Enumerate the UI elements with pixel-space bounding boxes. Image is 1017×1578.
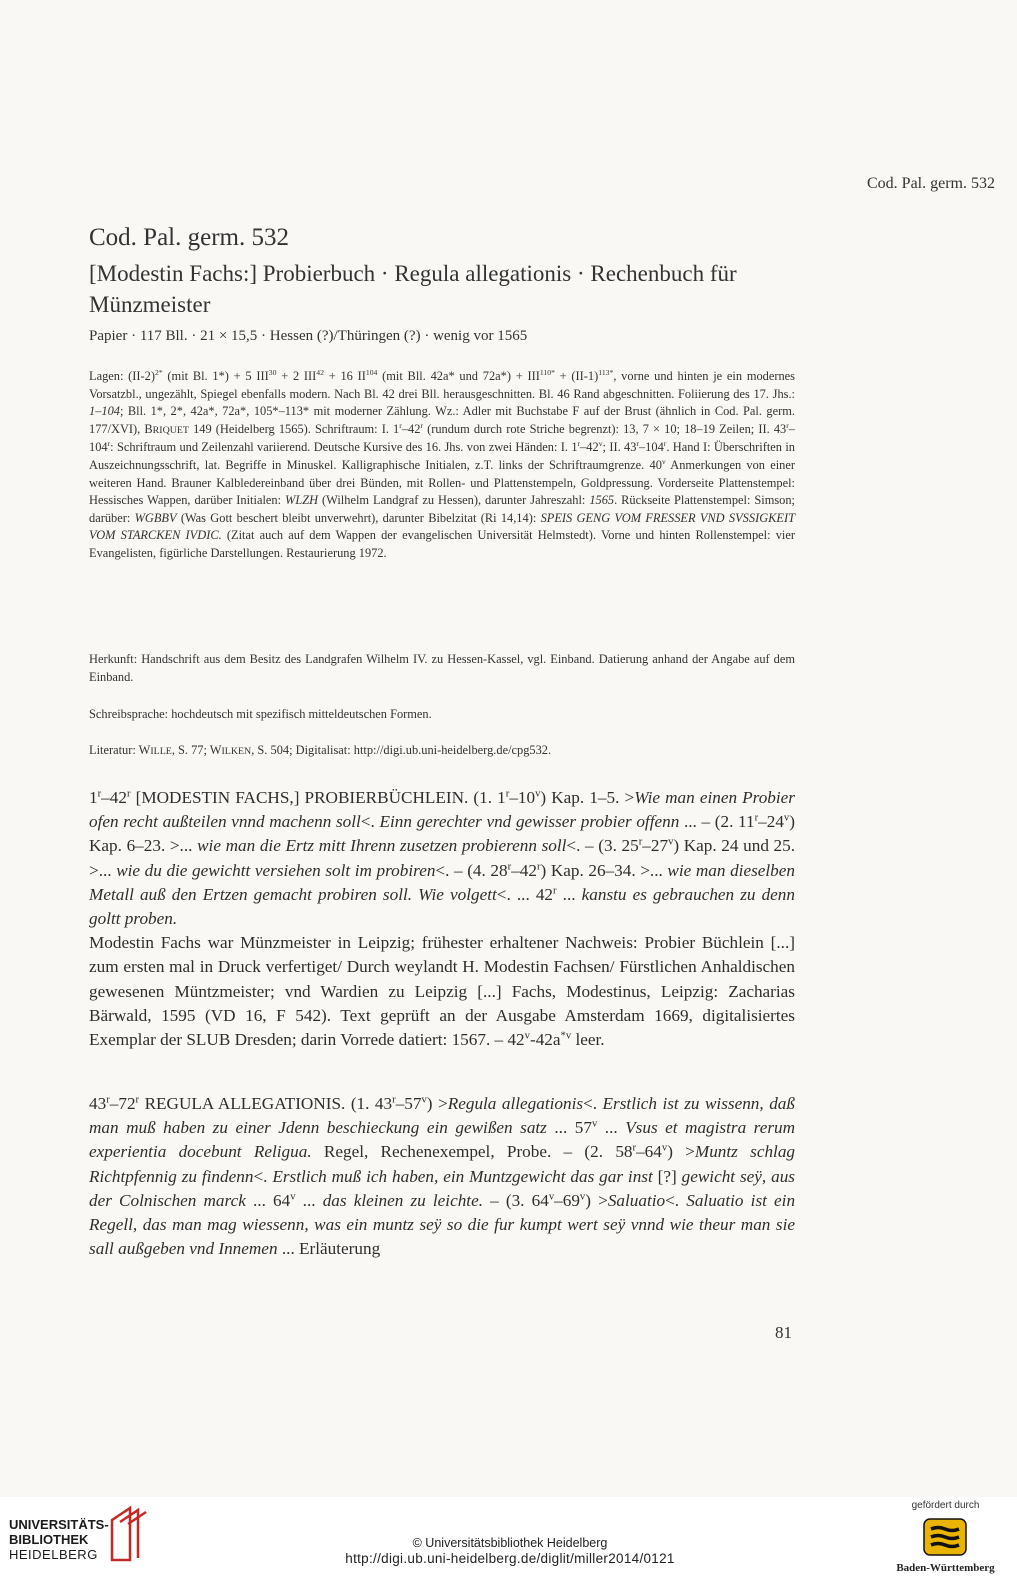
content-section-regula-allegationis: 43$^r$–72$^r$ REGULA ALLEGATIONIS. (1. $43^r-57^v$) >Regula allegationis<. Erstlich ist zu wissenn, daß man muß haben zu einer Jdenn beschieckung ein gewißen satz ... 57$^v$ ... Vsus et magistra rerum experientia docebunt Religua. Regel, Rechenexempel, Probe. – (2. $58^r-64^v$) >Muntz schlag Richtpfennig zu findenn<. Erstlich muß ich haben, ein Muntzgewicht das gar inst [?] gewicht seÿ, aus der Colnischen marck ... 64$^v$ ... das kleinen zu leichte. – (3. $64^v-69^v$) >Saluatio<. Saluatio ist ein Regell, das man mag wiessenn, was ein muntz seÿ so die fur kumpt wert seÿ vnnd wie theur man sie sall außgeben vnd Innemen ... Erläuterung [89,1094,796,1259]
shelfmark-heading: Cod. Pal. germ. 532 [89,224,289,251]
copyright-notice: © Universitätsbibliothek Heidelberg [412,1536,608,1550]
funder-block [883,1500,1008,1574]
provenance-note: Herkunft: Handschrift aus dem Besitz des Landgrafen Wilhelm IV. zu Hessen-Kassel, vgl. Einband. Datierung anhand der Angabe auf dem Einband. [89,652,795,684]
library-logo[interactable] [9,1500,159,1570]
baden-wuerttemberg-coat-of-arms-icon [922,1517,968,1557]
literature-note: Literatur: WILLE, S. 77; WILKEN, S. 504; Digitalisat: http://digi.ub.uni-heidelberg.de/cpg532. [89,743,552,757]
content-section-probierbuechlein: 1$^r$–42$^r$ [MODESTIN FACHS,] PROBIERBÜCHLEIN. (1. 1$^r$–10$^v$) Kap. 1–5. >Wie man einen Probier ofen recht außteilen vnnd machenn soll<. Einn gerechter vnd gewisser probier offenn ... – (2. 11$^r$–24$^v$) Kap. 6–23. >... wie man die Ertz mitt Ihrenn zusetzen probierenn soll<. – (3. 25$^r$–27$^v$) Kap. 24 und 25. >... wie du die gewichtt versiehen solt im probiren<. – (4. 28$^r$–42$^r$) Kap. 26–34. >... wie man dieselben Metall auß den Ertzen gemacht probiren soll. Wie volgett<. ... 42$^r$ ... kanstu es gebrauchen zu denn goltt proben. Modestin Fachs war Münzmeister in Leipzig; frühester erhaltener Nachweis: Probier Büchlein [...] zum ersten mal in Druck verfertiget/ Durch weylandt H. Modestin Fachsen/ Fürstlichen Anhaldischen gewesenen Müntzmeister; vnd Wardien zu Leipzig [...] Fachs, Modestinus, Leipzig: Zacharias Bärwald, 1595 (VD 16, F 542). Text geprüft an der Ausgabe Amsterdam 1669, digitalisiertes Exemplar der SLUB Dresden; darin Vorrede datiert: 1567. – $42^v-42a^{*v}$ leer. [89,788,796,1050]
page-number: 81 [775,1323,792,1342]
language-note: Schreibsprache: hochdeutsch mit spezifisch mitteldeutschen Formen. [89,707,432,721]
library-name: UNIVERSITÄTS- BIBLIOTHEK HEIDELBERG [9,1517,109,1562]
funder-name: Baden-Württemberg [896,1562,995,1574]
library-emblem-icon [108,1502,148,1564]
manuscript-title: [Modestin Fachs:] Probierbuch · Regula allegationis · Rechenbuch für Münzmeister [89,261,737,317]
manuscript-meta: Papier · 117 Bll. · 21 × 15,5 · Hessen (?)/Thüringen (?) · wenig vor 1565 [89,328,528,344]
permalink-url[interactable]: http://digi.ub.uni-heidelberg.de/diglit/miller2014/0121 [345,1551,675,1566]
codicological-description: Lagen: $(II-2)^{2*}$ (mit Bl. 1*) + 5 $III^{30} + 2$ $III^{42} + 16$ II$^{104}$ (mit Bll. 42a* und $72a*) + III^{110*} + (II-1)^{113*}$, vorne und hinten je ein modernes Vorsatzbl., ungezählt, Spiegel ebenfalls modern. Nach Bl. 42 drei Bll. herausgeschnitten. Bl. 46 Rand abgeschnitten. Foliierung des 17. Jhs.: 1–104; Bll. 1*, 2*, 42a*, 72a*, 105*–113* mit moderner Zählung. Wz.: Adler mit Buchstabe F auf der Brust (ähnlich in Cod. Pal. germ. 177/XVI), BRIQUET 149 (Heidelberg 1565). Schriftraum: I. 1$^r$–42$^r$ (rundum durch rote Striche begrenzt): 13, 7 × 10; 18–19 Zeilen; II. 43$^r$–104$^r$: Schriftraum und Zeilenzahl variierend. Deutsche Kursive des 16. Jhs. von zwei Händen: I. 1$^r$–42$^v$; II. 43$^r$–104$^r$. Hand I: Überschriften in Auszeichnungsschrift, lat. Begriffe in Minuskel. Kalligraphische Initialen, z.T. links der Schriftraumgrenze. 40$^v$ Anmerkungen von einer weiteren Hand. Brauner Kalbledereinband über drei Bünden, mit Rollen- und Plattenstempeln, Goldpressung. Vorderseite Plattenstempel: Hessisches Wappen, darüber Initialen: WLZH (Wilhelm Landgraf zu Hessen), darunter Jahreszahl: 1565. Rückseite Plattenstempel: Simson; darüber: WGBBV (Was Gott beschert bleibt unverwehrt), darunter Bibelzitat (Ri 14,14): SPEIS GENG VOM FRESSER VND SVSSIGKEIT VOM STARCKEN IVDIC. (Zitat auch auf dem Wappen der evangelischen Universität Helmstedt). Vorne und hinten Rollenstempel: vier Evangelisten, figürliche Darstellungen. Restaurierung 1972. [89,367,796,560]
funder-label: gefördert durch [911,1500,980,1511]
